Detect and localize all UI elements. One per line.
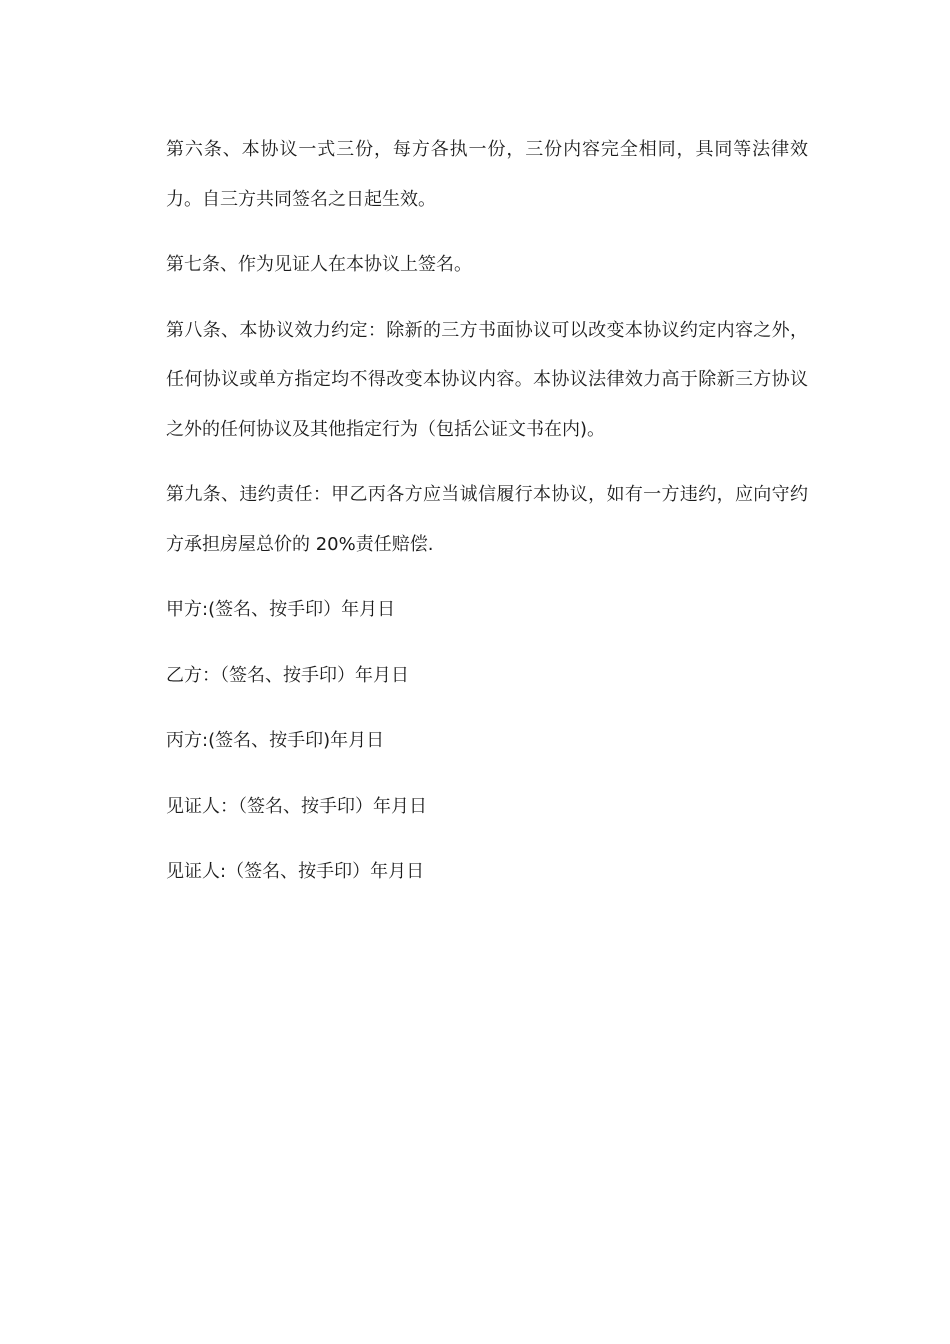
- signature-line-party-c: 丙方:(签名、按手印)年月日: [166, 730, 385, 751]
- signature-line-party-b: 乙方：（签名、按手印）年月日: [166, 664, 409, 686]
- signature-line-witness-2: 见证人:（签名、按手印）年月日: [166, 861, 425, 882]
- clause-9: 第九条、违约责任：甲乙丙各方应当诚信履行本协议，如有一方违约，应向守约方承担房屋总价的 20%责任赔偿.: [166, 484, 808, 555]
- clause-8: 第八条、本协议效力约定：除新的三方书面协议可以改变本协议约定内容之外，任何协议或单方指定均不得改变本协议内容。本协议法律效力高于除新三方协议之外的任何协议及其他指定行为（包括公证文书在内)。: [166, 319, 808, 440]
- signature-line-party-a: 甲方:(签名、按手印）年月日: [166, 599, 396, 620]
- clause-7: 第七条、作为见证人在本协议上签名。: [166, 254, 472, 275]
- document-body: [166, 125, 808, 897]
- clause-6: 第六条、本协议一式三份，每方各执一份，三份内容完全相同，具同等法律效力。自三方共同签名之日起生效。: [166, 139, 808, 210]
- signature-line-witness-1: 见证人：（签名、按手印）年月日: [166, 795, 427, 817]
